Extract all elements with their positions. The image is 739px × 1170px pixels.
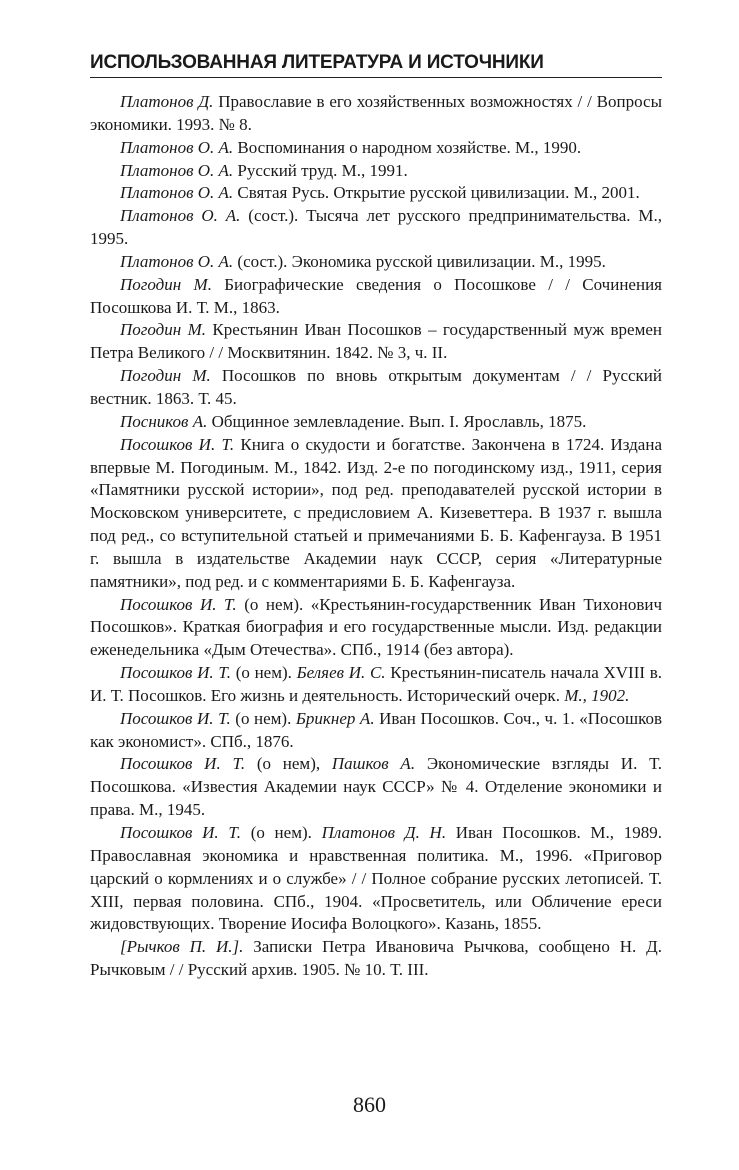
entry-text: Иван Посошков. Соч., ч. 1. «Посошков как экономист». СПб., 1876. <box>90 708 662 751</box>
bibliography-entry <box>90 411 662 434</box>
entry-text: Воспоминания о народном хозяйстве. М., 1990. <box>233 137 582 157</box>
entry-coauthor: Пашков А. <box>331 754 416 774</box>
entry-text: Православие в его хозяйственных возможностях / / Вопросы экономики. 1993. № 8. <box>90 92 662 134</box>
entry-text: Крестьянин-писатель начала XVIII в. И. Т. Посошков. Его жизнь и деятельность. Исторический очерк. <box>90 663 663 705</box>
entry-text: Святая Русь. Открытие русской цивилизации. М., 2001. <box>233 183 640 203</box>
entry-text: (о нем). «Крестьянин-государственник Иван Тихонович Посошков». Краткая биография и его государственные мысли. Изд. редакции еженедельника «Дым Отечества». СПб., 1914 (без автора). <box>90 594 663 660</box>
bibliography-entry <box>90 936 662 982</box>
entry-author: Посников А. <box>120 411 208 431</box>
bibliography-entry <box>90 251 662 274</box>
entry-author: [Рычков П. И.]. <box>120 937 244 957</box>
entry-text: (сост.). Тысяча лет русского предпринимательства. М., 1995. <box>90 206 662 249</box>
entry-text: (о нем). <box>231 663 297 683</box>
entry-author: Посошков И. Т. <box>120 663 231 683</box>
entry-text: Биографические сведения о Посошкове / / Сочинения Посошкова И. Т. М., 1863. <box>90 274 662 317</box>
entry-author: Платонов Д. <box>120 92 214 111</box>
entry-coauthor: Беляев И. С. <box>296 663 386 683</box>
bibliography-entry <box>90 205 662 251</box>
entry-text: Общинное землевладение. Вып. I. Ярославль, 1875. <box>207 411 587 431</box>
page <box>90 50 662 982</box>
entry-text: (о нем). <box>230 708 296 728</box>
bibliography-entry <box>90 662 662 708</box>
bibliography-entry <box>90 822 662 936</box>
entry-coauthor: Брикнер А. <box>295 708 375 728</box>
entry-author: Погодин М. <box>120 274 212 294</box>
bibliography-entry <box>90 137 662 160</box>
bibliography-entry <box>90 274 662 320</box>
entry-imprint: М., 1902. <box>564 685 630 705</box>
bibliography-entry <box>90 91 662 137</box>
bibliography-entry <box>90 708 662 754</box>
entry-text: (о нем), <box>245 754 332 774</box>
entry-text: Крестьянин Иван Посошков – государственный муж времен Петра Великого / / Москвитянин. 1842. № 3, ч. II. <box>90 320 662 363</box>
bibliography-entry <box>90 434 662 594</box>
entry-text: Иван Посошков. М., 1989. Православная экономика и нравственная политика. М., 1996. «Приговор царский о кормлениях и о службе» / / Полное собрание русских летописей. Т. XIII, первая половина. СПб., 1904. «Просветитель, или Обличение ереси жидовствующих. Творение Иосифа Волоцкого». Казань, 1855. <box>90 823 662 934</box>
entry-text: (сост.). Экономика русской цивилизации. М., 1995. <box>233 251 606 271</box>
entry-author: Посошков И. Т. <box>120 434 235 454</box>
entry-author: Посошков И. Т. <box>120 708 231 728</box>
bibliography-entry <box>90 160 662 183</box>
bibliography-entry <box>90 319 662 365</box>
bibliography-entry <box>90 594 662 663</box>
entry-text: (о нем). <box>240 823 322 842</box>
entry-coauthor: Платонов Д. Н. <box>321 823 447 842</box>
entry-text: Книга о скудости и богатстве. Закончена в 1724. Издана впервые М. Погодиным. М., 1842. Изд. 2-е по погодинскому изд., 1911, серия «Памятники русской истории», под ред. преподавателей русской истории в Московском университете, с предисловием А. Кизеветтера. В 1937 г. вышла под ред., со вступительной статьей и примечаниями Б. Б. Кафенгауза. В 1951 г. вышла в издательстве Академии наук СССР, серия «Литературные памятники», под ред. и с комментариями Б. Б. Кафенгауза. <box>90 434 662 591</box>
section-title: ИСПОЛЬЗОВАННАЯ ЛИТЕРАТУРА И ИСТОЧНИКИ <box>90 50 662 78</box>
bibliography-list <box>90 91 662 982</box>
bibliography-entry <box>90 182 662 205</box>
bibliography-entry <box>90 753 662 822</box>
entry-text: Посошков по вновь открытым документам / / Русский вестник. 1863. Т. 45. <box>90 366 662 408</box>
entry-author: Посошков И. Т. <box>120 594 237 614</box>
entry-text: Русский труд. М., 1991. <box>233 160 408 180</box>
entry-author: Платонов О. А. <box>120 183 234 203</box>
entry-author: Погодин М. <box>120 366 211 386</box>
entry-author: Платонов О. А. <box>120 160 234 180</box>
entry-author: Посошков И. Т. <box>120 823 241 842</box>
entry-author: Посошков И. Т. <box>120 754 246 774</box>
entry-text: Экономические взгляды И. Т. Посошкова. «Известия Академии наук СССР» № 4. Отделение экономики и права. М., 1945. <box>90 754 663 820</box>
entry-author: Платонов О. А. <box>120 251 234 271</box>
entry-author: Погодин М. <box>120 320 206 340</box>
bibliography-entry <box>90 365 662 411</box>
entry-author: Платонов О. А. <box>120 137 234 157</box>
entry-author: Платонов О. А. <box>120 206 241 226</box>
entry-text: Записки Петра Ивановича Рычкова, сообщено Н. Д. Рычковым / / Русский архив. 1905. № 10. Т. III. <box>90 937 662 980</box>
page-number: 860 <box>353 1092 386 1117</box>
